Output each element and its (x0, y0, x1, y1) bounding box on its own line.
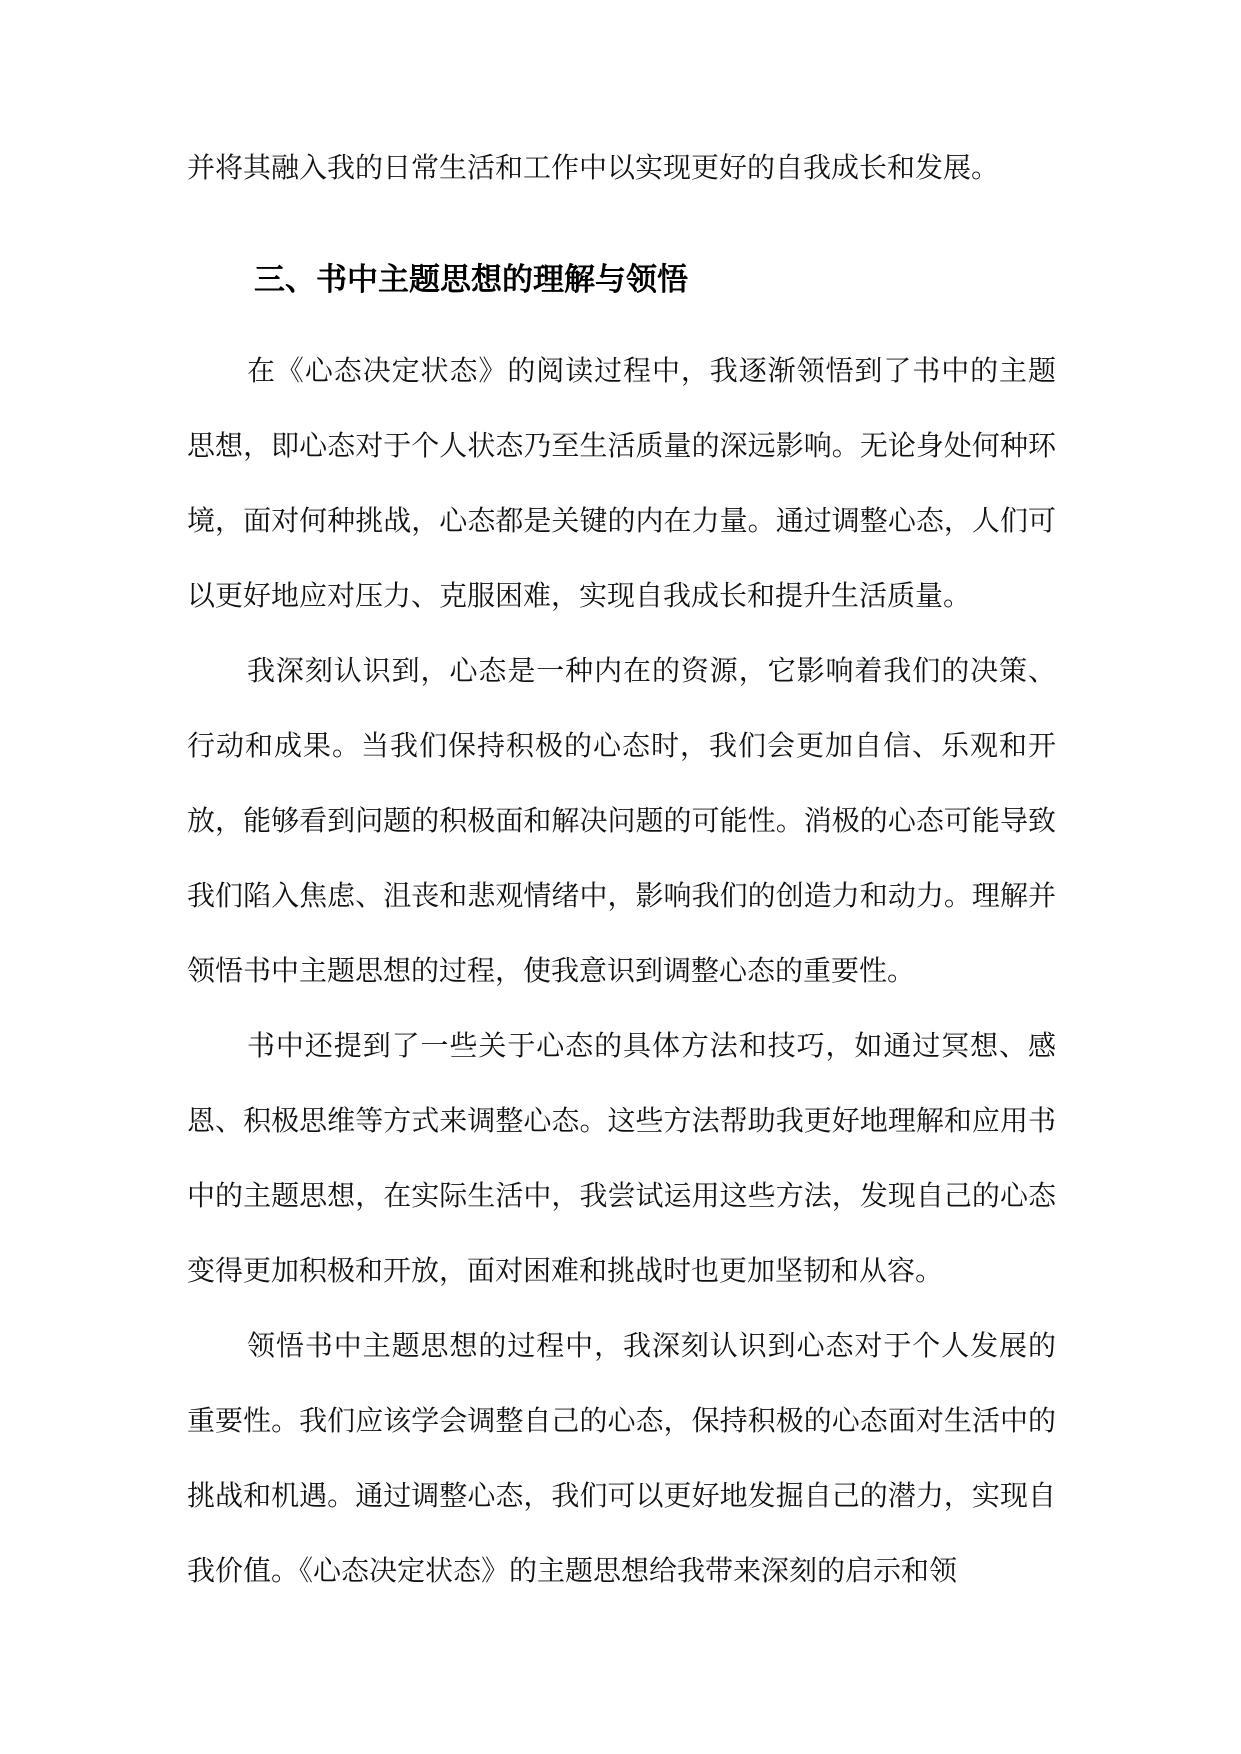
paragraph-2: 我深刻认识到，心态是一种内在的资源，它影响着我们的决策、行动和成果。当我们保持积极的心态时，我们会更加自信、乐观和开放，能够看到问题的积极面和解决问题的可能性。消极的心态可能导致我们陷入焦虑、沮丧和悲观情绪中，影响我们的创造力和动力。理解并领悟书中主题思想的过程，使我意识到调整心态的重要性。 (187, 654, 1056, 987)
paragraph-3: 书中还提到了一些关于心态的具体方法和技巧，如通过冥想、感恩、积极思维等方式来调整心态。这些方法帮助我更好地理解和应用书中的主题思想，在实际生活中，我尝试运用这些方法，发现自己的心态变得更加积极和开放，面对困难和挑战时也更加坚韧和从容。 (187, 1029, 1056, 1287)
section-body (187, 333, 1056, 1608)
section-heading: 三、书中主题思想的理解与领悟 (254, 262, 688, 298)
paragraph-4: 领悟书中主题思想的过程中，我深刻认识到心态对于个人发展的重要性。我们应该学会调整自己的心态，保持积极的心态面对生活中的挑战和机遇。通过调整心态，我们可以更好地发掘自己的潜力，实现自我价值。《心态决定状态》的主题思想给我带来深刻的启示和领 (187, 1329, 1056, 1587)
paragraph-1: 在《心态决定状态》的阅读过程中，我逐渐领悟到了书中的主题思想，即心态对于个人状态乃至生活质量的深远影响。无论身处何种环境，面对何种挑战，心态都是关键的内在力量。通过调整心态，人们可以更好地应对压力、克服困难，实现自我成长和提升生活质量。 (187, 354, 1056, 612)
continued-paragraph-line: 并将其融入我的日常生活和工作中以实现更好的自我成长和发展。 (187, 151, 1000, 184)
